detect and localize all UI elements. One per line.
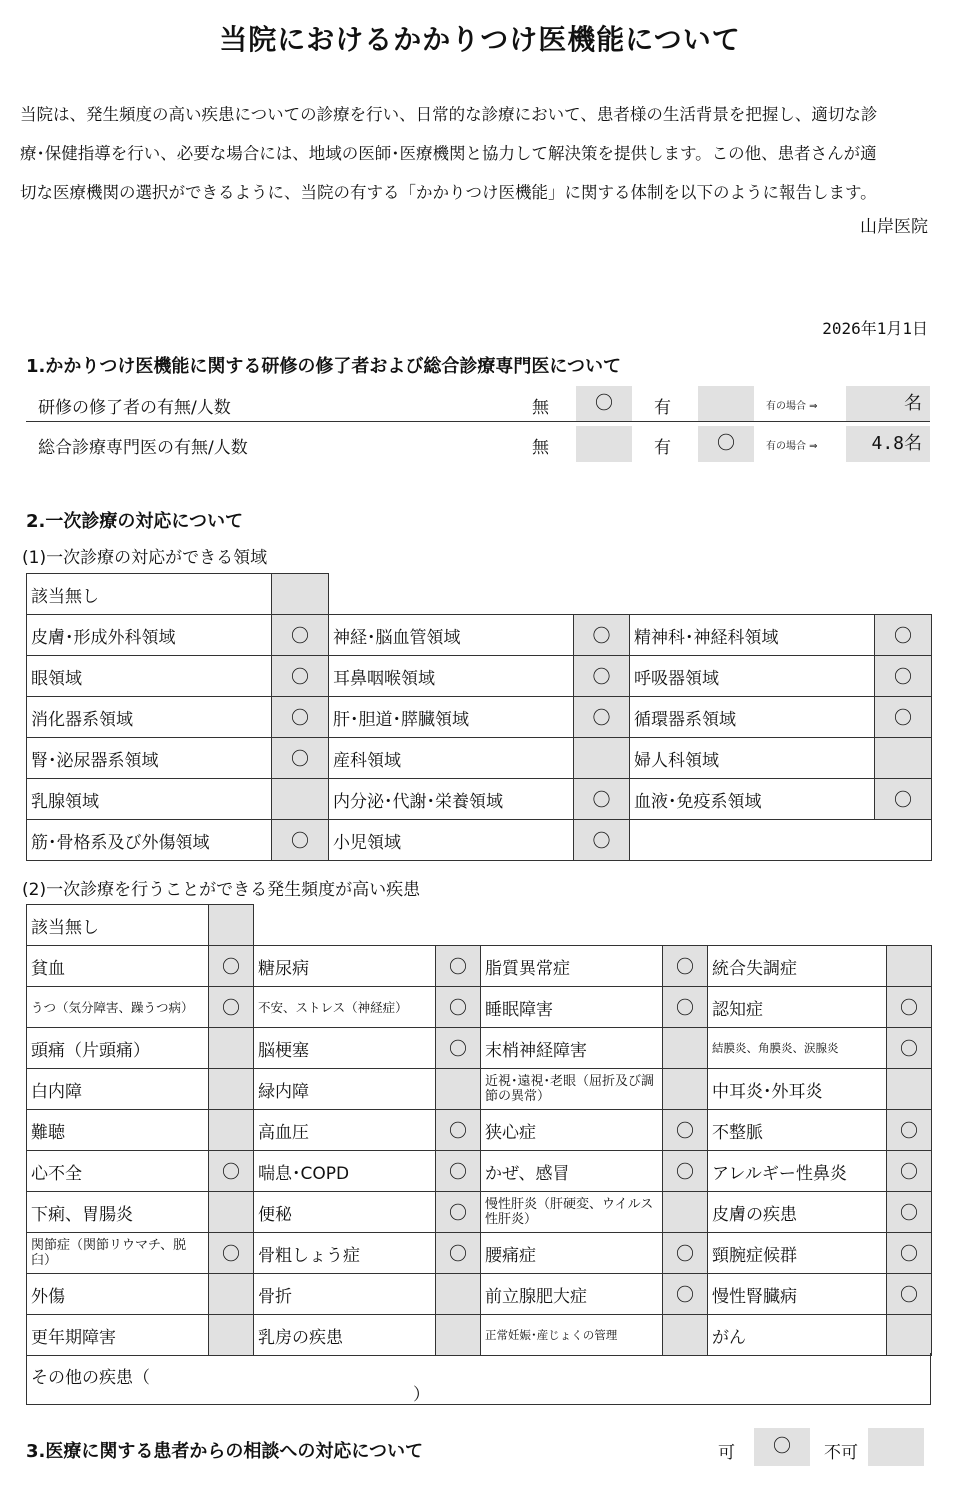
disease-label: 乳房の疾患	[254, 1315, 436, 1356]
disease-label: 難聴	[27, 1110, 209, 1151]
count-cell: 名	[846, 386, 930, 422]
disease-label: 白内障	[27, 1069, 209, 1110]
other-disease-box	[26, 1353, 931, 1405]
disease-mark: 〇	[436, 1192, 481, 1233]
domain-mark: 〇	[272, 820, 329, 861]
empty-cell	[630, 820, 932, 861]
disease-label: アレルギー性鼻炎	[708, 1151, 887, 1192]
specialist-row	[26, 424, 930, 462]
domain-label: 小児領域	[329, 820, 574, 861]
mu-mark-cell	[576, 426, 632, 462]
disease-mark	[663, 1315, 708, 1356]
intro-line: 療･保健指導を行い、必要な場合には、地域の医師･医療機関と協力して解決策を提供します。この他、患者さんが適	[20, 144, 877, 163]
domain-mark: 〇	[574, 779, 630, 820]
disease-label: 前立腺肥大症	[481, 1274, 663, 1315]
disease-mark: 〇	[436, 1233, 481, 1274]
domain-mark: 〇	[574, 656, 630, 697]
domain-mark: 〇	[875, 779, 932, 820]
disease-mark: 〇	[436, 946, 481, 987]
disease-label: 慢性腎臓病	[708, 1274, 887, 1315]
disease-label: 結膜炎、角膜炎、涙腺炎	[708, 1028, 887, 1069]
disease-label: 貧血	[27, 946, 209, 987]
disease-mark: 〇	[663, 946, 708, 987]
disease-mark	[209, 1315, 254, 1356]
disease-label: 睡眠障害	[481, 987, 663, 1028]
disease-mark	[663, 1028, 708, 1069]
disease-mark: 〇	[887, 987, 932, 1028]
ka-mark-cell: 〇	[754, 1428, 810, 1466]
disease-mark	[887, 946, 932, 987]
disease-label: がん	[708, 1315, 887, 1356]
domain-mark: 〇	[875, 615, 932, 656]
disease-label: 中耳炎･外耳炎	[708, 1069, 887, 1110]
disease-label: 認知症	[708, 987, 887, 1028]
disease-label: 喘息･COPD	[254, 1151, 436, 1192]
none-mark	[209, 905, 254, 946]
domain-label: 眼領域	[27, 656, 272, 697]
domain-mark: 〇	[574, 697, 630, 738]
disease-label: 頸腕症候群	[708, 1233, 887, 1274]
u-mark-cell	[698, 386, 754, 422]
disease-mark: 〇	[436, 1151, 481, 1192]
disease-mark	[436, 1274, 481, 1315]
domain-mark	[272, 779, 329, 820]
disease-mark	[663, 1192, 708, 1233]
training-row	[26, 384, 930, 422]
disease-mark: 〇	[209, 987, 254, 1028]
disease-mark: 〇	[887, 1192, 932, 1233]
disease-mark: 〇	[663, 1233, 708, 1274]
disease-mark: 〇	[663, 1110, 708, 1151]
disease-label: 外傷	[27, 1274, 209, 1315]
domain-mark: 〇	[875, 697, 932, 738]
disease-label: 腰痛症	[481, 1233, 663, 1274]
disease-label: 狭心症	[481, 1110, 663, 1151]
note-label: 有の場合 ⇒	[766, 441, 818, 452]
ka-label: 可	[718, 1443, 735, 1463]
domain-label: 消化器系領域	[27, 697, 272, 738]
domain-mark: 〇	[272, 738, 329, 779]
disease-mark: 〇	[663, 1274, 708, 1315]
disease-label: 不整脈	[708, 1110, 887, 1151]
disease-mark	[209, 1069, 254, 1110]
disease-label: 統合失調症	[708, 946, 887, 987]
domain-mark: 〇	[574, 615, 630, 656]
disease-label: 末梢神経障害	[481, 1028, 663, 1069]
fuka-label: 不可	[824, 1443, 858, 1463]
sub1-heading: (1)一次診療の対応ができる領域	[22, 548, 268, 568]
disease-label: うつ（気分障害、躁うつ病）	[27, 987, 209, 1028]
disease-label: 糖尿病	[254, 946, 436, 987]
disease-mark	[436, 1069, 481, 1110]
intro-line: 切な医療機関の選択ができるように、当院の有する「かかりつけ医機能」に関する体制を以下のように報告します。	[20, 183, 877, 202]
disease-mark: 〇	[887, 1151, 932, 1192]
disease-label: 心不全	[27, 1151, 209, 1192]
disease-mark: 〇	[436, 1110, 481, 1151]
disease-label: 骨粗しょう症	[254, 1233, 436, 1274]
domain-label: 内分泌･代謝･栄養領域	[329, 779, 574, 820]
u-label: 有	[654, 438, 671, 458]
disease-mark	[209, 1274, 254, 1315]
intro-paragraph	[20, 95, 940, 212]
disease-mark	[436, 1315, 481, 1356]
other-disease-label: その他の疾患（	[31, 1368, 150, 1388]
domain-mark: 〇	[875, 656, 932, 697]
disease-mark: 〇	[209, 1151, 254, 1192]
sub2-heading: (2)一次診療を行うことができる発生頻度が高い疾患	[22, 880, 421, 900]
disease-label: 更年期障害	[27, 1315, 209, 1356]
intro-line: 当院は、発生頻度の高い疾患についての診療を行い、日常的な診療において、患者様の生活背景を把握し、適切な診	[20, 105, 878, 124]
page-title: 当院におけるかかりつけ医機能について	[219, 23, 741, 56]
disease-table	[26, 904, 932, 1356]
disease-label: 便秘	[254, 1192, 436, 1233]
none-label: 該当無し	[27, 905, 209, 946]
domain-label: 婦人科領域	[630, 738, 875, 779]
domain-label: 神経･脳血管領域	[329, 615, 574, 656]
disease-mark: 〇	[209, 946, 254, 987]
domain-label: 肝･胆道･膵臓領域	[329, 697, 574, 738]
domain-label: 乳腺領域	[27, 779, 272, 820]
domain-label: 皮膚･形成外科領域	[27, 615, 272, 656]
disease-mark: 〇	[887, 1028, 932, 1069]
clinic-name: 山岸医院	[860, 217, 928, 237]
domain-mark: 〇	[272, 615, 329, 656]
u-label: 有	[654, 398, 671, 418]
none-label: 該当無し	[27, 574, 272, 615]
disease-label: かぜ、感冒	[481, 1151, 663, 1192]
report-date: 2026年1月1日	[822, 319, 928, 338]
disease-label: 関節症（関節リウマチ、脱臼）	[27, 1233, 209, 1274]
other-disease-close: ）	[413, 1385, 430, 1405]
disease-mark: 〇	[887, 1274, 932, 1315]
disease-label: 骨折	[254, 1274, 436, 1315]
domain-label: 産科領域	[329, 738, 574, 779]
disease-mark	[663, 1069, 708, 1110]
disease-mark	[887, 1069, 932, 1110]
disease-mark	[887, 1315, 932, 1356]
domain-mark: 〇	[574, 820, 630, 861]
domain-label: 呼吸器領域	[630, 656, 875, 697]
domain-mark	[875, 738, 932, 779]
domain-mark: 〇	[272, 656, 329, 697]
count-cell: 4.8名	[846, 426, 930, 462]
none-mark	[272, 574, 329, 615]
fuka-mark-cell	[868, 1428, 924, 1466]
domain-label: 筋･骨格系及び外傷領域	[27, 820, 272, 861]
u-mark-cell: 〇	[698, 426, 754, 462]
disease-label: 皮膚の疾患	[708, 1192, 887, 1233]
disease-label: 頭痛（片頭痛）	[27, 1028, 209, 1069]
disease-mark: 〇	[887, 1110, 932, 1151]
mu-label: 無	[532, 398, 549, 418]
row-label: 研修の修了者の有無/人数	[38, 398, 231, 418]
domain-label: 循環器系領域	[630, 697, 875, 738]
disease-label: 近視･遠視･老眼（屈折及び調節の異常）	[481, 1069, 663, 1110]
disease-label: 緑内障	[254, 1069, 436, 1110]
disease-label: 高血圧	[254, 1110, 436, 1151]
disease-label: 慢性肝炎（肝硬変、ウイルス性肝炎）	[481, 1192, 663, 1233]
disease-mark: 〇	[209, 1233, 254, 1274]
disease-mark: 〇	[436, 1028, 481, 1069]
disease-mark: 〇	[887, 1233, 932, 1274]
disease-mark: 〇	[663, 1151, 708, 1192]
section3-heading: 3.医療に関する患者からの相談への対応について	[26, 1441, 424, 1462]
domain-mark: 〇	[272, 697, 329, 738]
disease-mark	[209, 1192, 254, 1233]
disease-label: 脳梗塞	[254, 1028, 436, 1069]
domain-label: 精神科･神経科領域	[630, 615, 875, 656]
disease-label: 正常妊娠･産じょくの管理	[481, 1315, 663, 1356]
domain-table	[26, 573, 932, 861]
disease-mark: 〇	[436, 987, 481, 1028]
disease-mark	[209, 1110, 254, 1151]
domain-label: 腎･泌尿器系領域	[27, 738, 272, 779]
disease-label: 脂質異常症	[481, 946, 663, 987]
disease-mark: 〇	[663, 987, 708, 1028]
domain-label: 血液･免疫系領域	[630, 779, 875, 820]
mu-label: 無	[532, 438, 549, 458]
note-label: 有の場合 ⇒	[766, 401, 818, 412]
disease-label: 下痢、胃腸炎	[27, 1192, 209, 1233]
section2-heading: 2.一次診療の対応について	[26, 511, 244, 532]
disease-mark	[209, 1028, 254, 1069]
mu-mark-cell: 〇	[576, 386, 632, 422]
section1-heading: 1.かかりつけ医機能に関する研修の修了者および総合診療専門医について	[26, 356, 621, 377]
disease-label: 不安、ストレス（神経症）	[254, 987, 436, 1028]
domain-mark	[574, 738, 630, 779]
domain-label: 耳鼻咽喉領域	[329, 656, 574, 697]
row-label: 総合診療専門医の有無/人数	[38, 438, 248, 458]
